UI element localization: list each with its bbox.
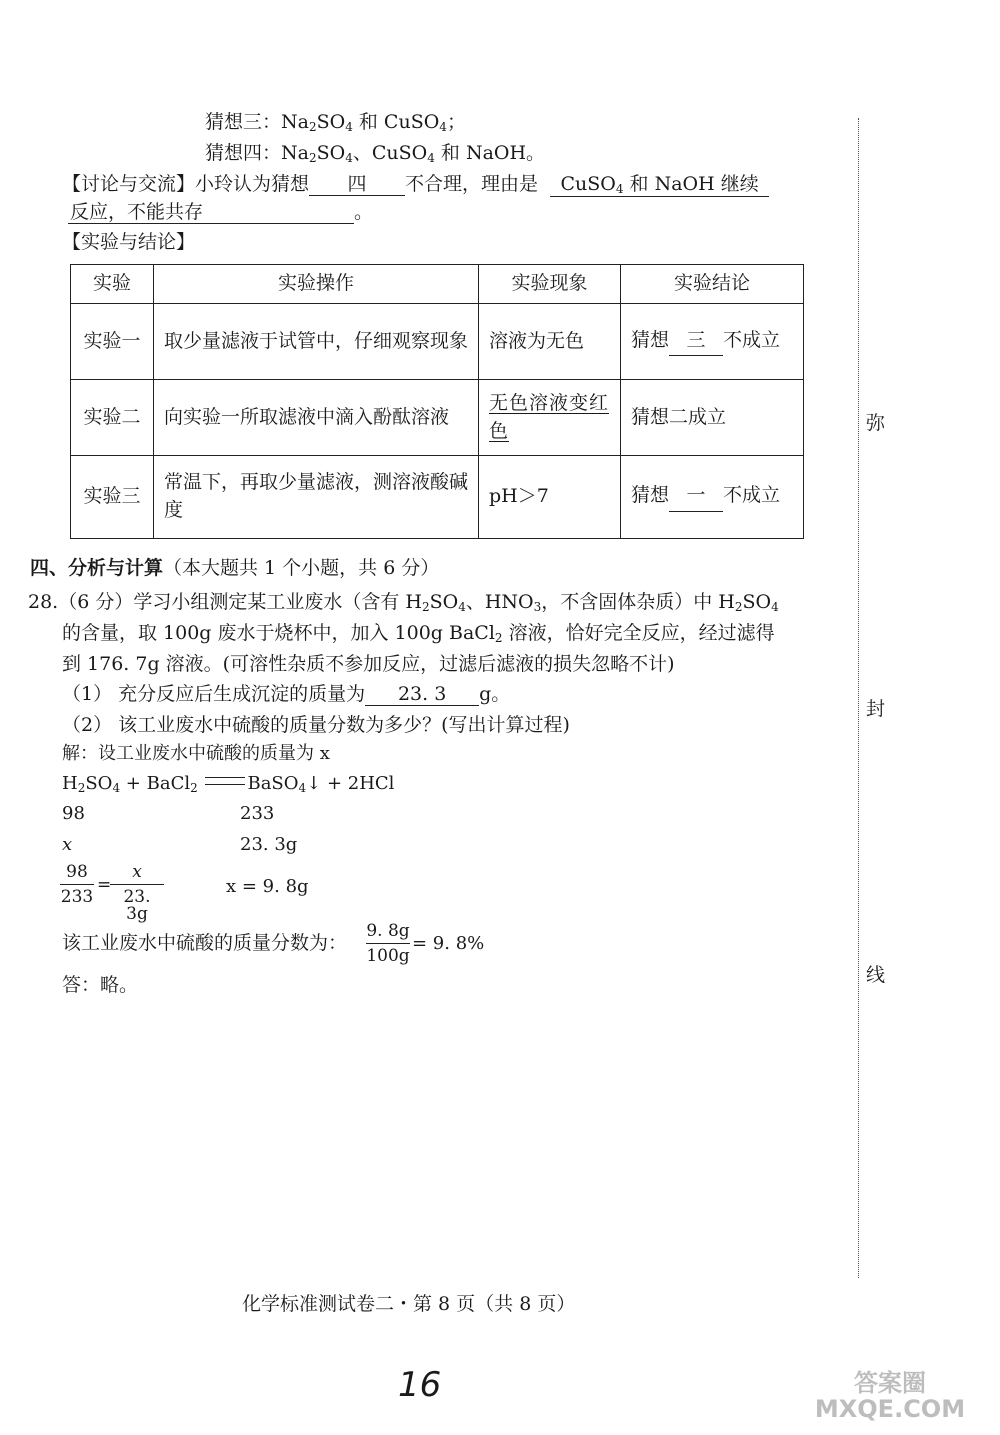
handwritten-page-number: 16 bbox=[398, 1365, 442, 1405]
row-conclusion: 猜想 三 不成立 bbox=[621, 304, 804, 380]
fraction-x-23-3g: $\frac{x}{23. 3g}$ bbox=[110, 864, 164, 923]
row-phenomenon: 溶液为无色 bbox=[479, 304, 621, 380]
row-conclusion: 猜想 一 不成立 bbox=[621, 456, 804, 539]
q28-line-3: 到 176. 7g 溶液。(可溶性杂质不参加反应，过滤后滤液的损失忽略不计) bbox=[62, 653, 675, 675]
percentage-result: = 9. 8% bbox=[412, 933, 485, 954]
header-operation: 实验操作 bbox=[154, 265, 479, 304]
equals-arrow bbox=[205, 777, 245, 785]
q28-part-1: （1） 充分反应后生成沉淀的质量为 23. 3 g。 bbox=[62, 683, 511, 705]
section-four-heading: 四、分析与计算（本大题共 1 个小题，共 6 分） bbox=[30, 557, 440, 579]
table-row bbox=[71, 380, 804, 456]
discussion-line-2: 反应，不能共存 。 bbox=[70, 201, 374, 223]
row-phenomenon bbox=[479, 380, 621, 456]
phenomenon-blank: 无色溶液变红色 bbox=[489, 391, 610, 442]
reason-blank-line2: 反应，不能共存 bbox=[68, 203, 354, 224]
side-char-mi: 弥 bbox=[866, 412, 886, 434]
experiment-table bbox=[70, 264, 804, 539]
mass-baso4: 23. 3g bbox=[240, 834, 298, 855]
row-conclusion: 猜想二成立 bbox=[621, 380, 804, 456]
guess-three: 猜想三：$Na_2SO_4$ 和 CuSO$_4$； bbox=[205, 111, 466, 134]
header-experiment: 实验 bbox=[71, 265, 154, 304]
q28-line-1: 28.（6 分）学习小组测定某工业废水（含有 $H_2SO_4$、$HNO_3$，不含固体杂质）中 $H_2SO_4$ bbox=[28, 591, 779, 614]
molar-mass-baso4: 233 bbox=[240, 803, 275, 824]
table-row bbox=[71, 456, 804, 539]
watermark-logo: 答案圈 MXQE.COM bbox=[814, 1369, 966, 1424]
row-operation: 常温下，再取少量滤液，测溶液酸碱度 bbox=[154, 456, 479, 539]
discussion-line-1: 【讨论与交流】小玲认为猜想 四 不合理，理由是 CuSO$_4$ 和 NaOH 继续 bbox=[62, 175, 769, 197]
side-char-feng: 封 bbox=[866, 698, 886, 720]
x-result: x = 9. 8g bbox=[226, 876, 309, 897]
reason-blank: CuSO$_4$ 和 NaOH 继续 bbox=[550, 175, 769, 197]
row-name: 实验二 bbox=[71, 380, 154, 456]
table-header-row bbox=[71, 265, 804, 304]
answer-guess-blank: 四 bbox=[309, 175, 405, 196]
q28-part-2: （2） 该工业废水中硫酸的质量分数为多少？(写出计算过程) bbox=[62, 714, 570, 736]
percentage-label: 该工业废水中硫酸的质量分数为： bbox=[62, 932, 348, 954]
header-conclusion: 实验结论 bbox=[621, 265, 804, 304]
chemical-equation: $H_2SO_4$ + BaCl$_2$ BaSO$_4$↓ + 2HCl bbox=[62, 773, 395, 795]
fraction-percentage: $\frac{9. 8g}{100g}$ bbox=[366, 921, 410, 966]
answer-omitted: 答：略。 bbox=[62, 974, 139, 996]
row-operation: 取少量滤液于试管中，仔细观察现象 bbox=[154, 304, 479, 380]
row-operation: 向实验一所取滤液中滴入酚酞溶液 bbox=[154, 380, 479, 456]
molar-mass-h2so4: 98 bbox=[62, 803, 85, 824]
row-name: 实验一 bbox=[71, 304, 154, 380]
q28-line-2: 的含量，取 100g 废水于烧杯中，加入 100g BaCl$_2$ 溶液，恰好完全反应，经过滤得 bbox=[62, 622, 775, 645]
row-name: 实验三 bbox=[71, 456, 154, 539]
row-phenomenon: pH＞7 bbox=[479, 456, 621, 539]
fraction-98-233: $\frac{98}{233}$ bbox=[60, 862, 94, 907]
experiment-heading: 【实验与结论】 bbox=[62, 231, 196, 253]
variable-x: x bbox=[62, 834, 73, 855]
header-phenomenon: 实验现象 bbox=[479, 265, 621, 304]
binding-dotted-line bbox=[858, 118, 859, 1278]
page-footer: 化学标准测试卷二・第 8 页（共 8 页） bbox=[242, 1293, 576, 1315]
solution-intro: 解：设工业废水中硫酸的质量为 x bbox=[62, 743, 330, 764]
side-char-xian: 线 bbox=[866, 964, 886, 986]
guess-four: 猜想四：$Na_2SO_4$、CuSO$_4$ 和 NaOH。 bbox=[205, 142, 546, 165]
table-row bbox=[71, 304, 804, 380]
equals-sign: = bbox=[97, 875, 112, 895]
precipitate-mass-blank: 23. 3 bbox=[365, 685, 479, 706]
